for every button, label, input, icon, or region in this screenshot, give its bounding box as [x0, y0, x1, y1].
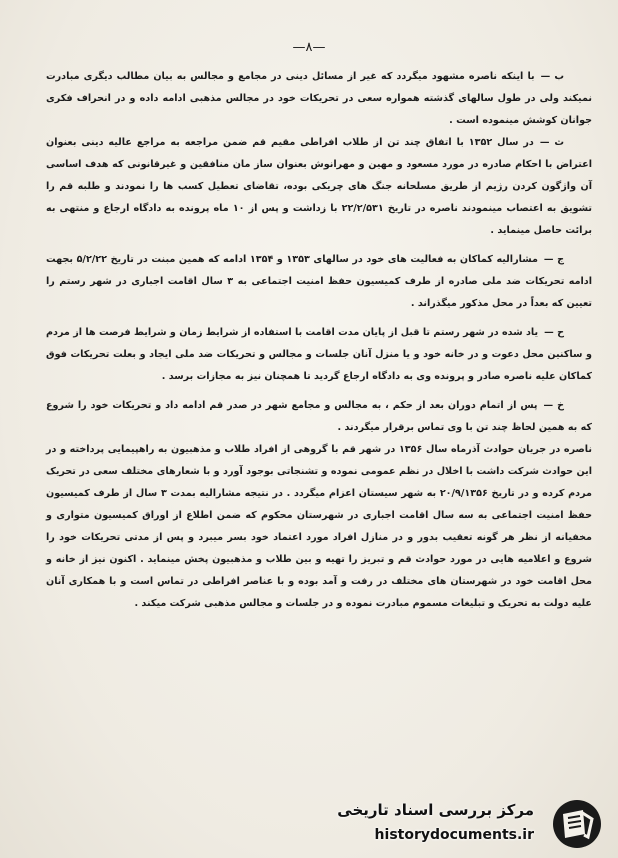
paragraph-marker: ب — — [540, 71, 565, 82]
paragraph-marker: خ — — [543, 400, 564, 411]
watermark — [334, 795, 610, 853]
paragraph-text: با اینکه ناصره مشهود میگردد که غیر از مسائل دینی در مجامع و مجالس به بیان مطالب دیگری مبادرت نمیکند ولی در طول سالهای گذشته همواره سعی در تحریکات خود در مجالس مذهبی ادامه داده و در انحراف فکری جوانان کوشش مینموده است . — [46, 71, 592, 126]
paragraph-marker: ج — — [543, 254, 564, 265]
paragraph-text: در سال ۱۳۵۲ با اتفاق چند تن از طلاب افراطی مقیم قم ضمن مراجعه به مراجع عالیه دینی بعنوان اعتراض با احکام صادره در مورد مسعود و مهین و مهرانوش بعنوان ساز مان منافقین و غیرقانونی که هدف اساسی آن واژگون کردن رژیم از طریق مسلحانه جنگ های چریکی بوده، تقاضای تعطیل کسب ها را نمودند و طلبه قم را تشویق به اعتصاب مینمودند ناصره در تاریخ ۲۲/۲/۵۳۱ با زداشت و پس از ۱۰ ماه پرونده به دادگاه ارجاع و منتهی به برائت حاصل مینماید . — [46, 137, 593, 236]
paragraph-j — [46, 249, 592, 315]
paragraph-marker: ح — — [544, 327, 564, 338]
watermark-title: مرکز بررسی اسناد تاریخی — [337, 801, 534, 819]
paragraph-kh — [46, 395, 592, 439]
paragraph-final — [46, 439, 592, 615]
page-number: —۸— — [292, 40, 326, 55]
paragraph-text: ناصره در جریان حوادث آذرماه سال ۱۳۵۶ در شهر قم با گروهی از افراد طلاب و مذهبیون به راهپیمایی پرداخته و در این حوادث شرکت داشت با اخلال در نظم عمومی نموده و تشنجاتی بوجود آورد و با شعارهای مختلف سعی در تحریک مردم کرده و در تاریخ ۲۰/۹/۱۳۵۶ به شهر سیستان اعزام میگردد . در نتیجه مشارالیه بمدت ۳ سال از طرف کمیسیون حفظ امنیت اجتماعی به سه سال اقامت اجباری در شهرستان محکوم که ضمن اطلاع از اوراق کمیسیون متواری و مخفیانه از نظر هر گونه تعقیب بدور و در منازل افراد مورد اعتماد خود بسر میبرد و پس از مدتی تحریکات خود را شروع و اعلامیه هایی در مورد حوادث قم و تبریز را تهیه و بین طلاب و مذهبیون پخش مینماید . اکنون نیز از خانه و محل اقامت خود در شهرستان های مختلف در رفت و آمد بوده و با عناصر افراطی در تماس است و با همکاری آنان علیه دولت به تحریک و تبلیغات مسموم مبادرت نموده و در جلسات و مجالس مذهبی شرکت میکند . — [46, 444, 593, 609]
paragraph-b — [46, 66, 592, 132]
paragraph-text: مشارالیه کماکان به فعالیت های خود در سالهای ۱۳۵۳ و ۱۳۵۴ ادامه که همین مبنت در تاریخ ۵/۲/۲۲ بجهت ادامه تحریکات ضد ملی صادره از طرف کمیسیون حفظ امنیت اجتماعی به ۳ سال اقامت اجباری در شهر رستم را تعیین که بعداً در محل مذکور میگذراند . — [46, 254, 593, 309]
watermark-url: historydocuments.ir — [374, 827, 534, 843]
paragraph-th — [46, 132, 592, 242]
paragraph-h — [46, 322, 592, 388]
document-archive-logo-icon — [548, 797, 606, 851]
paragraph-text: پس از اتمام دوران بعد از حکم ، به مجالس و مجامع شهر در صدر قم ادامه داد و تحریکات خود را شروع که به همین لحاظ چند تن با وی تماس برقرار میگردند . — [46, 400, 592, 433]
paragraph-text: یاد شده در شهر رستم تا قبل از پایان مدت اقامت با استفاده از شرایط زمان و شرایط فرصت ها از مردم و ساکنین محل دعوت و در خانه خود و یا منزل آنان جلسات و مجالس و تحریکات ضد ملی ایجاد و بعلت تحریکات فوق کماکان علیه ناصره صادر و پرونده وی به دادگاه ارجاع گردید تا همچنان نیز به مجازات برسد . — [46, 327, 592, 382]
paragraph-marker: ث — — [539, 137, 564, 148]
document-body — [46, 66, 592, 615]
